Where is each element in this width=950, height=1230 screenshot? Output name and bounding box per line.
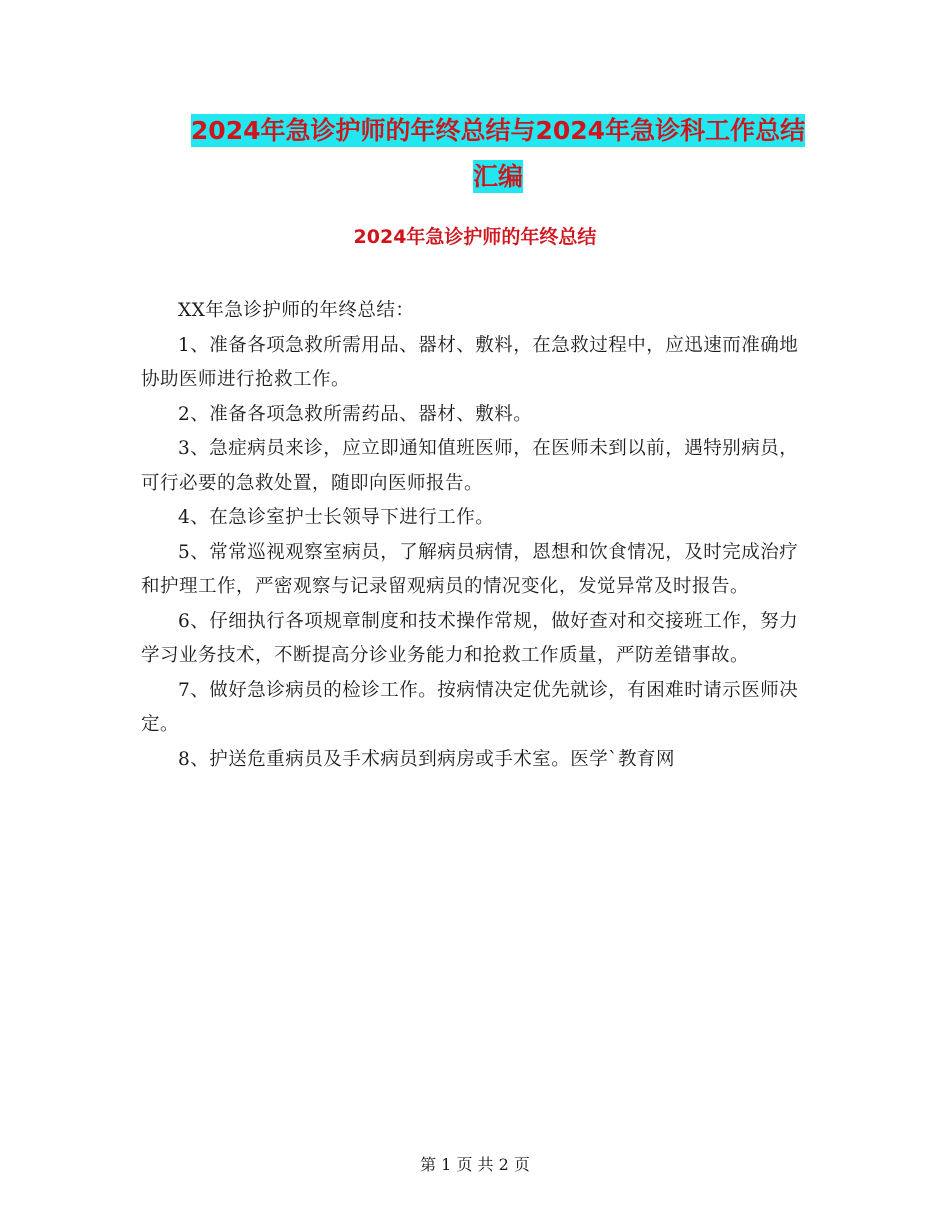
list-item: 3、急症病员来诊，应立即通知值班医师，在医师未到以前，遇特别病员，可行必要的急救处置，随即向医师报告。 xyxy=(141,438,799,494)
list-item: 8、护送危重病员及手术病员到病房或手术室。医学`教育网 xyxy=(178,748,676,770)
page-footer: 第 1 页 共 2 页 xyxy=(420,1155,530,1174)
document-title-line-1: 2024年急诊护师的年终总结与2024年急诊科工作总结 xyxy=(190,116,806,145)
section-title: 2024年急诊护师的年终总结 xyxy=(353,226,597,248)
document-title xyxy=(140,108,856,200)
list-item: 7、做好急诊病员的检诊工作。按病情决定优先就诊，有困难时请示医师决定。 xyxy=(141,679,799,735)
list-item: 4、在急诊室护士长领导下进行工作。 xyxy=(178,507,495,528)
list-item: 1、准备各项急救所需用品、器材、敷料，在急救过程中，应迅速而准确地协助医师进行抢救工作。 xyxy=(141,334,799,390)
list-item: 5、常常巡视观察室病员，了解病员病情，恩想和饮食情况，及时完成治疗和护理工作，严密观察与记录留观病员的情况变化，发觉异常及时报告。 xyxy=(141,541,799,597)
list-item: 6、仔细执行各项规章制度和技术操作常规，做好查对和交接班工作，努力学习业务技术，不断提高分诊业务能力和抢救工作质量，严防差错事故。 xyxy=(141,610,799,666)
list-item: 2、准备各项急救所需药品、器材、敷料。 xyxy=(178,403,533,425)
document-title-line-2: 汇编 xyxy=(472,162,523,191)
intro-paragraph: XX年急诊护师的年终总结： xyxy=(178,300,415,321)
document-body xyxy=(141,294,811,777)
